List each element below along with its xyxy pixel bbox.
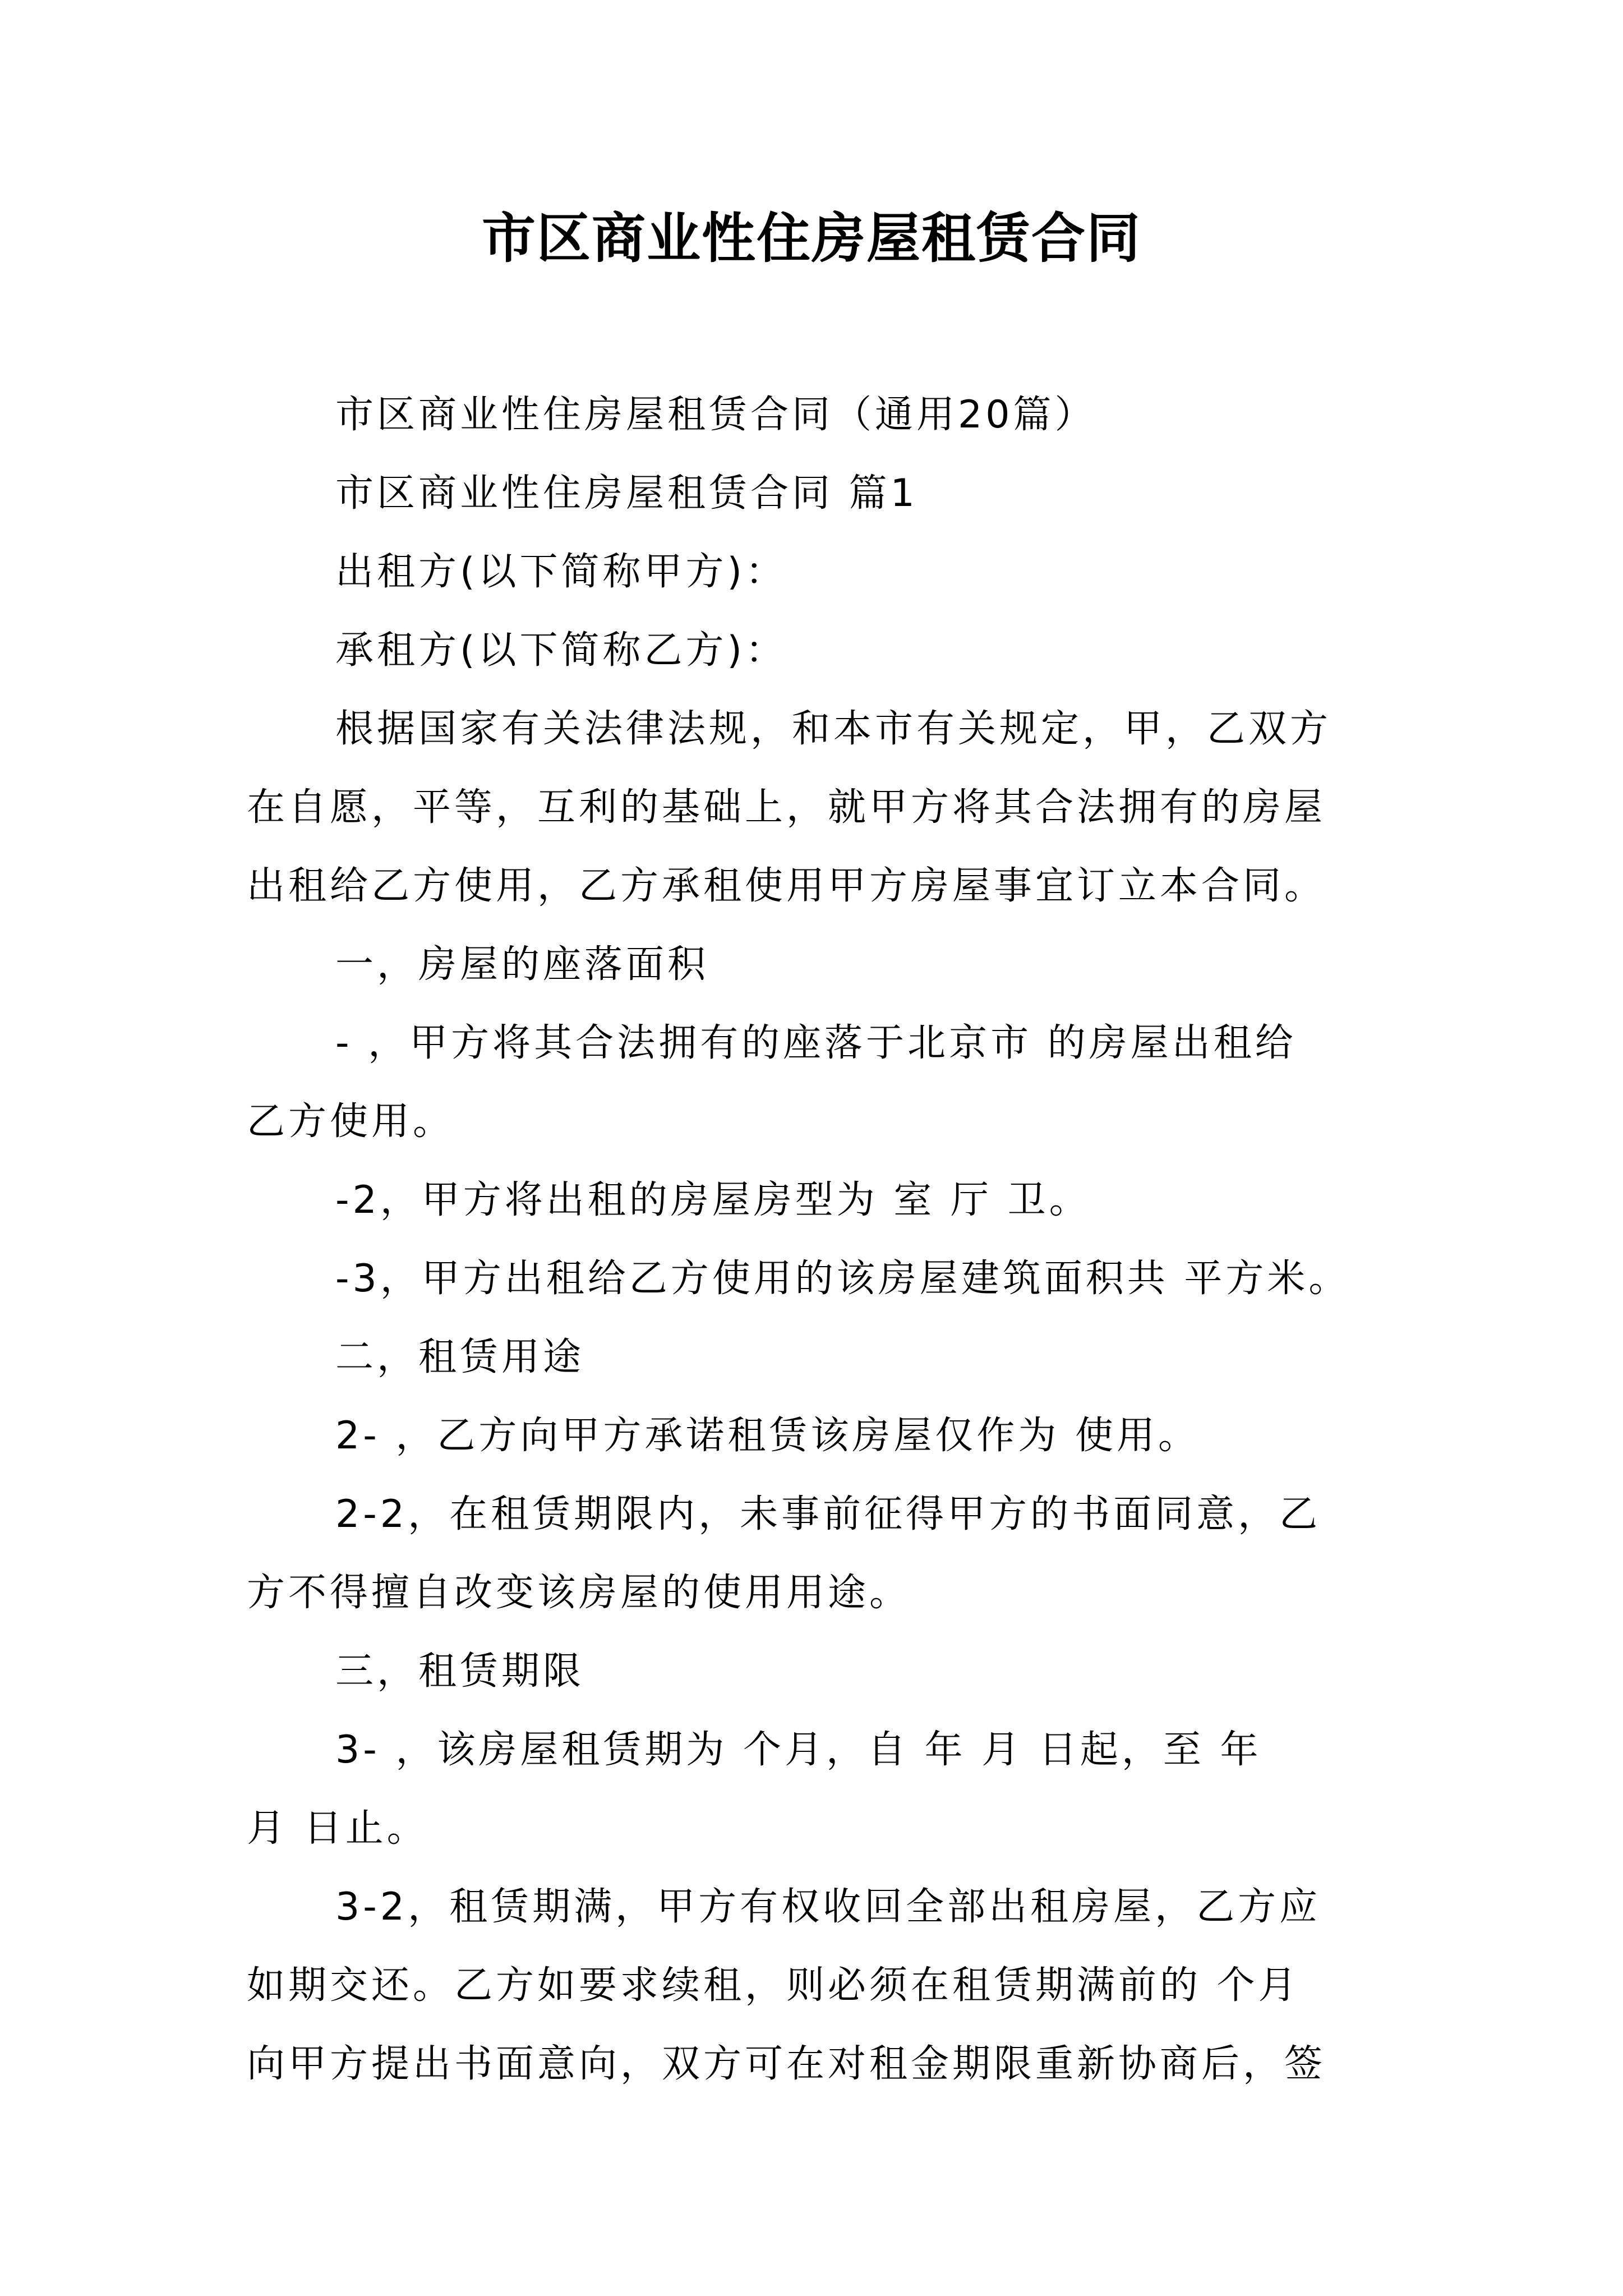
- paragraph-line: 3- ，该房屋租赁期为 个月，自 年 月 日起，至 年: [335, 1728, 1262, 1772]
- paragraph-line: 向甲方提出书面意向，双方可在对租金期限重新协商后，签: [247, 2042, 1326, 2086]
- paragraph-line: - ，甲方将其合法拥有的座落于北京市 的房屋出租给: [335, 1021, 1297, 1065]
- paragraph-line: 乙方使用。: [247, 1099, 455, 1144]
- document-title: 市区商业性住房屋租赁合同: [482, 207, 1141, 270]
- paragraph-line: 2- ，乙方向甲方承诺租赁该房屋仅作为 使用。: [335, 1414, 1200, 1458]
- paragraph-line: 根据国家有关法律法规，和本市有关规定，甲，乙双方: [335, 707, 1332, 751]
- lessee-line: 承租方(以下简称乙方)：: [335, 628, 787, 673]
- clause-heading: 三，租赁期限: [335, 1649, 585, 1694]
- paragraph-line: 月 日止。: [247, 1806, 428, 1851]
- paragraph-line: -2，甲方将出租的房屋房型为 室 厅 卫。: [335, 1178, 1091, 1222]
- paragraph-line: 出租给乙方使用，乙方承租使用甲方房屋事宜订立本合同。: [247, 864, 1326, 908]
- paragraph-line: 2-2，在租赁期限内，未事前征得甲方的书面同意，乙: [335, 1492, 1321, 1536]
- paragraph-line: 3-2，租赁期满，甲方有权收回全部出租房屋，乙方应: [335, 1885, 1321, 1929]
- paragraph-line: 在自愿，平等，互利的基础上，就甲方将其合法拥有的房屋: [247, 785, 1326, 830]
- section-heading: 市区商业性住房屋租赁合同 篇1: [335, 471, 918, 516]
- paragraph-line: -3，甲方出租给乙方使用的该房屋建筑面积共 平方米。: [335, 1257, 1350, 1301]
- clause-heading: 二，租赁用途: [335, 1335, 585, 1379]
- paragraph-line: 方不得擅自改变该房屋的使用用途。: [247, 1571, 911, 1615]
- doc-subtitle: 市区商业性住房屋租赁合同（通用20篇）: [335, 393, 1096, 437]
- paragraph-line: 如期交还。乙方如要求续租，则必须在租赁期满前的 个月: [247, 1963, 1300, 2008]
- clause-heading: 一，房屋的座落面积: [335, 942, 709, 987]
- lessor-line: 出租方(以下简称甲方)：: [335, 550, 787, 594]
